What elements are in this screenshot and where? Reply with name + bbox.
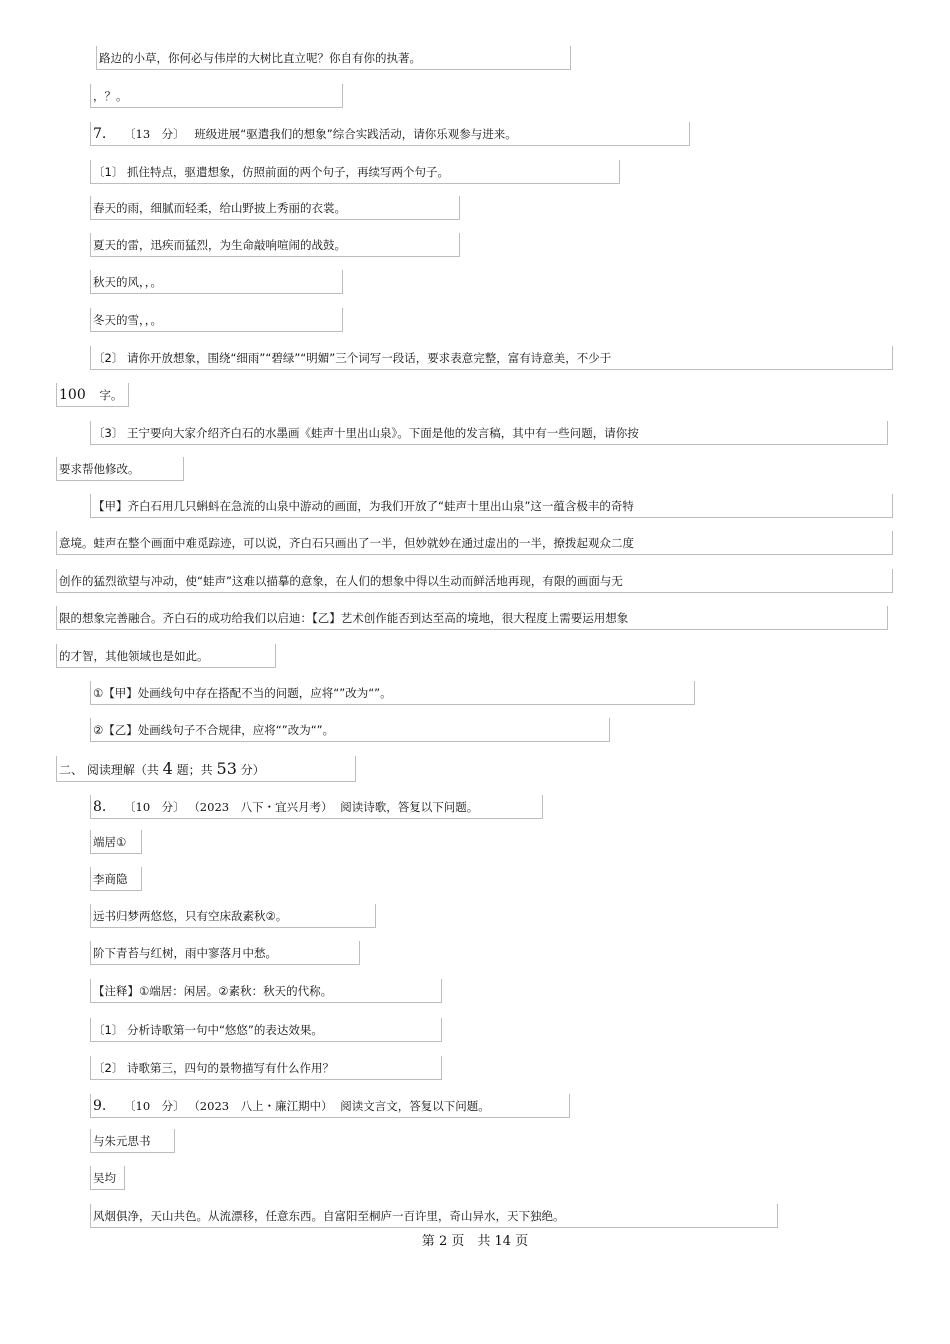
question-8-header <box>90 795 543 819</box>
question-number: 9. <box>93 1098 107 1114</box>
poem-title: 端居① <box>90 830 142 854</box>
question-text: 班级进展“驱遣我们的想象”综合实践活动，请你乐观参与进来。 <box>194 127 517 141</box>
text-line: 春天的雨，细腻而轻柔，给山野披上秀丽的衣裳。 <box>90 196 460 220</box>
passage-line: 的才智，其他领域也是如此。 <box>56 644 276 668</box>
text-line-tail: 字。 <box>99 388 123 402</box>
total-pages: 14 <box>494 1234 512 1249</box>
passage-line: 创作的猛烈欲望与冲动，使“蛙声”这难以描摹的意象，在人们的想象中得以生动而鲜活地再现，有限的画面与无 <box>56 569 893 593</box>
section-heading-suffix: 分） <box>240 763 265 777</box>
correction-item: ①【甲】处画线句中存在搭配不当的问题，应将“”改为“”。 <box>90 681 695 705</box>
question-text: 阅读文言文，答复以下问题。 <box>340 1099 490 1113</box>
question-score: 〔13 分〕 <box>124 127 185 141</box>
sub-question: 〔2〕 诗歌第三，四句的景物描写有什么作用？ <box>90 1056 442 1080</box>
text-line: 夏天的雷，迅疾而猛烈，为生命敲响喧闹的战鼓。 <box>90 233 460 257</box>
question-number: 7. <box>93 126 107 142</box>
footer-suffix: 页 <box>515 1234 529 1249</box>
essay-line: 风烟俱净，天山共色。从流漂移，任意东西。自富阳至桐庐一百许里，奇山异水，天下独绝。 <box>90 1204 778 1228</box>
current-page: 2 <box>438 1234 448 1249</box>
text-line: 冬天的雪，，。 <box>90 308 343 332</box>
section-heading-prefix: 二、 阅读理解（共 <box>59 763 159 777</box>
word-count: 100 <box>59 387 86 403</box>
section-heading-mid: 题；共 <box>176 763 213 777</box>
question-9-header <box>90 1094 570 1118</box>
correction-item: ②【乙】处画线句子不合规律，应将“”改为“”。 <box>90 718 610 742</box>
text-line: 路边的小草，你何必与伟岸的大树比直立呢？你自有你的执著。 <box>96 46 571 70</box>
question-count: 4 <box>162 759 173 778</box>
essay-title: 与朱元思书 <box>90 1129 175 1153</box>
text-line: ，？。 <box>90 84 343 108</box>
sub-question: 〔1〕 抓住特点，驱遣想象，仿照前面的两个句子，再续写两个句子。 <box>90 160 620 184</box>
text-line: 要求帮他修改。 <box>56 457 184 481</box>
question-text: 阅读诗歌，答复以下问题。 <box>340 800 479 814</box>
footer-mid: 页 共 <box>451 1234 491 1249</box>
question-score: 〔10 分〕 <box>124 1099 185 1113</box>
passage-line: 【甲】齐白石用几只蝌蚪在急流的山泉中游动的画面，为我们开放了“蛙声十里出山泉”这一蕴含极丰的奇特 <box>90 494 893 518</box>
sub-question: 〔3〕 王宁要向大家介绍齐白石的水墨画《蛙声十里出山泉》。下面是他的发言稿，其中有一些问题，请你按 <box>90 421 888 445</box>
text-line <box>56 383 129 407</box>
poem-note: 【注释】①端居：闲居。②素秋：秋天的代称。 <box>90 979 442 1003</box>
poem-line: 远书归梦两悠悠，只有空床敌素秋②。 <box>90 904 376 928</box>
page-footer <box>0 1232 950 1252</box>
passage-line: 限的想象完善融合。齐白石的成功给我们以启迪：【乙】艺术创作能否到达至高的境地，很大程度上需要运用想象 <box>56 606 888 630</box>
question-number: 8. <box>93 799 107 815</box>
footer-prefix: 第 <box>421 1234 435 1249</box>
question-source: （2023 八下・宜兴月考） <box>188 800 333 814</box>
text-line: 秋天的风，，。 <box>90 270 343 294</box>
sub-question: 〔2〕 请你开放想象，围绕“细雨”“碧绿”“明媚”三个词写一段话，要求表意完整，富有诗意美，不少于 <box>90 346 893 370</box>
section-heading <box>56 756 356 782</box>
passage-line: 意境。蛙声在整个画面中难觅踪迹，可以说，齐白石只画出了一半，但妙就妙在通过虚出的一半，撩拨起观众二度 <box>56 531 893 555</box>
sub-question: 〔1〕 分析诗歌第一句中“悠悠”的表达效果。 <box>90 1018 442 1042</box>
question-source: （2023 八上・廉江期中） <box>188 1099 333 1113</box>
question-score: 〔10 分〕 <box>124 800 185 814</box>
question-7-header <box>90 122 690 146</box>
total-score: 53 <box>216 759 237 778</box>
poem-line: 阶下青苔与红树，雨中寥落月中愁。 <box>90 941 360 965</box>
poem-author: 李商隐 <box>90 867 142 891</box>
essay-author: 吴均 <box>90 1166 125 1190</box>
